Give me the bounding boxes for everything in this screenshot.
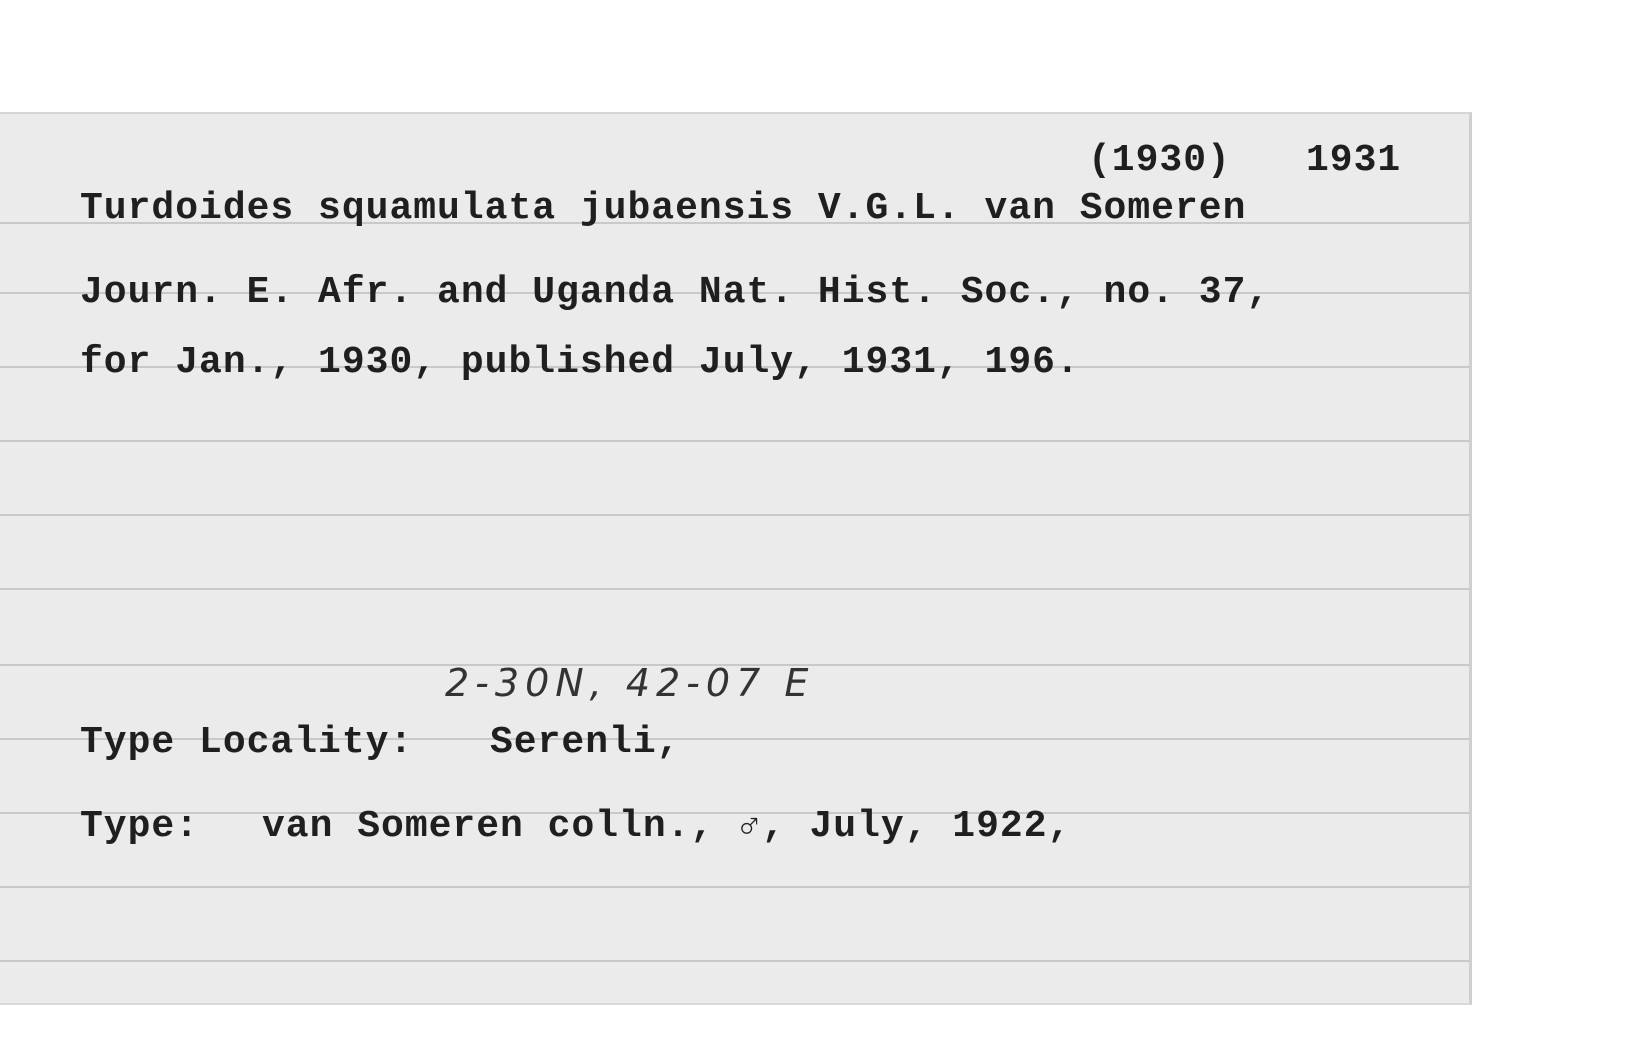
handwritten-coordinates: 2-30N, 42-07 E: [445, 661, 815, 705]
nominal-year: (1930): [1088, 139, 1231, 182]
citation-line-1: Journ. E. Afr. and Uganda Nat. Hist. Soc., no. 37,: [80, 271, 1271, 314]
publication-year: 1931: [1306, 139, 1402, 182]
citation-line-2: for Jan., 1930, published July, 1931, 196.: [80, 341, 1080, 384]
card-rule-line: [0, 588, 1469, 590]
type-label: Type:: [80, 805, 200, 848]
card-rule-line: [0, 886, 1469, 888]
index-card: [0, 112, 1472, 1005]
card-rule-line: [0, 440, 1469, 442]
card-rule-line: [0, 960, 1469, 962]
type-locality-value: Serenli,: [490, 721, 681, 764]
card-rule-line: [0, 514, 1469, 516]
type-value: van Someren colln., ♂, July, 1922,: [262, 805, 1072, 848]
type-locality-label: Type Locality:: [80, 721, 414, 764]
taxon-name-line: Turdoides squamulata jubaensis V.G.L. van Someren: [80, 187, 1247, 230]
